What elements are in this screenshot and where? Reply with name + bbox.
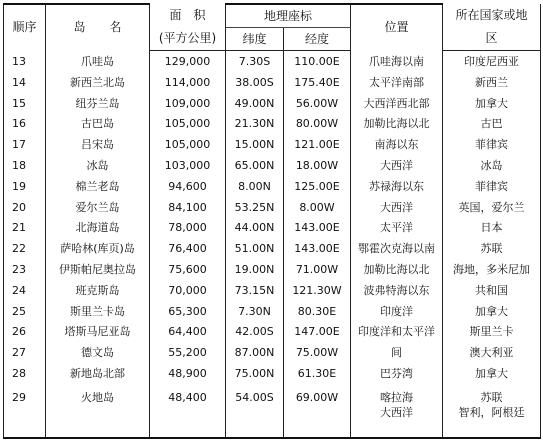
latitude-cell (226, 259, 284, 280)
country-text: 菲律宾 (475, 179, 509, 193)
island-table (3, 3, 541, 439)
row-number-cell (4, 113, 46, 134)
location-text: 苏禄海以东 (369, 179, 425, 193)
table-row (4, 176, 541, 197)
location-cell (351, 321, 443, 342)
country-cell (443, 238, 541, 259)
island-area-cell (150, 217, 226, 238)
island-name-cell (46, 134, 150, 155)
longitude-text: 121.30W (292, 283, 342, 297)
latitude-text: 87.00N (234, 346, 275, 360)
table-row (4, 280, 541, 301)
header-lat: 纬度 (226, 28, 284, 51)
island-name-cell (46, 93, 150, 114)
location-text: 大西洋西北部 (363, 96, 430, 110)
latitude-text: 8.00N (238, 179, 271, 193)
longitude-cell (284, 259, 351, 280)
location-text: 波弗特海以东 (363, 283, 430, 297)
longitude-text: 56.00W (295, 96, 339, 110)
latitude-cell (226, 363, 284, 384)
latitude-text: 54.00S (235, 390, 274, 404)
row-number-cell (4, 93, 46, 114)
longitude-cell (284, 301, 351, 322)
island-area-cell (150, 259, 226, 280)
location-cell (351, 134, 443, 155)
country-text: 共和国 (475, 283, 509, 297)
latitude-text: 65.00N (234, 158, 275, 172)
longitude-text: 110.00E (294, 54, 340, 68)
row-number-text: 28 (12, 366, 26, 380)
location-text: 南海以东 (374, 138, 419, 152)
country-text: 日本 (480, 221, 503, 235)
latitude-cell (226, 51, 284, 72)
island-area-cell (150, 342, 226, 363)
island-area-cell (150, 51, 226, 72)
country-text: 澳大利亚 (469, 346, 514, 360)
island-area-text: 64,400 (168, 325, 207, 339)
row-number-cell (4, 217, 46, 238)
island-name-text: 火地岛 (81, 390, 114, 404)
table-row (4, 384, 541, 438)
location-cell (351, 51, 443, 72)
island-name-cell (46, 280, 150, 301)
latitude-cell (226, 134, 284, 155)
table-row (4, 342, 541, 363)
island-name-cell (46, 176, 150, 197)
latitude-text: 73.15N (234, 283, 275, 297)
country-text-line2: 智利，阿根廷 (458, 405, 525, 419)
location-cell (351, 238, 443, 259)
table-body (4, 51, 541, 439)
row-number-cell (4, 342, 46, 363)
latitude-cell (226, 155, 284, 176)
row-number-cell (4, 238, 46, 259)
country-cell (443, 155, 541, 176)
location-text: 大西洋 (380, 158, 414, 172)
location-cell (351, 363, 443, 384)
country-cell (443, 134, 541, 155)
island-name-text: 斯里兰卡岛 (70, 304, 125, 318)
longitude-text: 61.30E (297, 366, 337, 380)
location-text: 大西洋 (380, 200, 414, 214)
latitude-text: 49.00N (234, 96, 275, 110)
longitude-cell (284, 72, 351, 93)
island-area-cell (150, 280, 226, 301)
island-area-cell (150, 197, 226, 218)
longitude-text: 8.00W (299, 200, 335, 214)
location-cell (351, 259, 443, 280)
row-number-text: 17 (12, 138, 26, 152)
island-name-cell (46, 155, 150, 176)
island-name-cell (46, 259, 150, 280)
island-area-text: 78,000 (168, 221, 207, 235)
row-number-cell (4, 363, 46, 384)
longitude-cell (284, 280, 351, 301)
island-name-text: 新地岛北部 (70, 366, 125, 380)
longitude-text: 18.00W (295, 158, 339, 172)
country-text: 斯里兰卡 (469, 325, 514, 339)
longitude-cell (284, 93, 351, 114)
latitude-text: 7.30S (238, 54, 271, 68)
header-name: 岛 名 (46, 4, 150, 51)
island-name-cell (46, 51, 150, 72)
island-area-text: 103,000 (164, 158, 211, 172)
country-text: 冰岛 (480, 158, 503, 172)
country-text: 古巴 (480, 117, 503, 131)
country-text: 菲律宾 (475, 138, 509, 152)
country-text: 海地，多米尼加 (453, 262, 531, 276)
header-area-line1: 面 积 (150, 4, 226, 28)
country-cell (443, 342, 541, 363)
location-cell (351, 342, 443, 363)
island-area-cell (150, 363, 226, 384)
country-cell (443, 280, 541, 301)
island-area-cell (150, 134, 226, 155)
location-text: 加勒比海以北 (363, 117, 430, 131)
latitude-text: 19.00N (234, 262, 275, 276)
header-lon: 经度 (284, 28, 351, 51)
header-geo: 地理座标 (226, 4, 351, 28)
country-cell (443, 176, 541, 197)
table-row (4, 238, 541, 259)
island-name-cell (46, 342, 150, 363)
island-table-sheet (3, 3, 540, 441)
island-name-text: 新西兰北岛 (70, 75, 125, 89)
header-area-line2: (平方公里) (150, 28, 226, 51)
latitude-text: 51.00N (234, 242, 275, 256)
island-area-text: 94,600 (168, 179, 207, 193)
row-number-text: 22 (12, 242, 26, 256)
country-cell (443, 51, 541, 72)
row-number-cell (4, 197, 46, 218)
island-name-text: 德文岛 (81, 346, 114, 360)
row-number-text: 29 (12, 390, 26, 404)
longitude-cell (284, 321, 351, 342)
row-number-text: 21 (12, 221, 26, 235)
location-cell (351, 384, 443, 438)
country-text: 新西兰 (475, 75, 509, 89)
island-area-text: 109,000 (164, 96, 211, 110)
latitude-text: 75.00N (234, 366, 275, 380)
country-cell (443, 113, 541, 134)
island-area-cell (150, 176, 226, 197)
longitude-text: 75.00W (295, 346, 339, 360)
island-area-text: 114,000 (164, 75, 211, 89)
country-cell (443, 259, 541, 280)
row-number-text: 13 (12, 54, 26, 68)
row-number-text: 16 (12, 117, 26, 131)
country-cell (443, 93, 541, 114)
island-name-text: 古巴岛 (81, 117, 114, 131)
row-number-text: 15 (12, 96, 26, 110)
latitude-text: 53.25N (234, 200, 275, 214)
table-row (4, 134, 541, 155)
longitude-text: 125.00E (294, 179, 340, 193)
table-row (4, 301, 541, 322)
island-area-cell (150, 238, 226, 259)
country-cell (443, 217, 541, 238)
longitude-cell (284, 51, 351, 72)
country-text: 印度尼西亚 (464, 54, 520, 68)
row-number-cell (4, 259, 46, 280)
table-row (4, 363, 541, 384)
island-area-text: 129,000 (164, 54, 211, 68)
row-number-text: 27 (12, 346, 26, 360)
row-number-cell (4, 72, 46, 93)
country-cell (443, 363, 541, 384)
island-area-text: 75,600 (168, 262, 207, 276)
island-name-cell (46, 321, 150, 342)
latitude-cell (226, 176, 284, 197)
country-text: 英国，爱尔兰 (458, 200, 525, 214)
location-text: 印度洋和太平洋 (358, 325, 436, 339)
island-area-text: 55,200 (168, 346, 207, 360)
island-area-cell (150, 155, 226, 176)
table-row (4, 197, 541, 218)
table-row (4, 155, 541, 176)
latitude-cell (226, 217, 284, 238)
location-cell (351, 301, 443, 322)
header-no: 顺序 (4, 4, 46, 51)
header-country-line1: 所在国家或地 (443, 4, 541, 28)
island-name-text: 纽芬兰岛 (75, 96, 120, 110)
island-area-cell (150, 301, 226, 322)
location-text: 太平洋 (380, 221, 414, 235)
island-area-cell (150, 93, 226, 114)
country-cell (443, 72, 541, 93)
row-number-cell (4, 384, 46, 438)
island-name-cell (46, 197, 150, 218)
longitude-cell (284, 238, 351, 259)
location-cell (351, 93, 443, 114)
latitude-cell (226, 321, 284, 342)
longitude-text: 175.40E (294, 75, 340, 89)
island-area-text: 105,000 (164, 138, 211, 152)
location-cell (351, 217, 443, 238)
country-cell (443, 321, 541, 342)
island-area-text: 65,300 (168, 304, 207, 318)
island-name-text: 棉兰老岛 (75, 179, 120, 193)
island-name-text: 吕宋岛 (81, 138, 114, 152)
country-cell (443, 197, 541, 218)
table-row (4, 51, 541, 72)
island-name-text: 萨哈林(库页)岛 (60, 242, 135, 256)
island-name-cell (46, 113, 150, 134)
longitude-text: 121.00E (294, 138, 340, 152)
row-number-text: 18 (12, 158, 26, 172)
table-row (4, 93, 541, 114)
location-text: 印度洋 (380, 304, 414, 318)
longitude-text: 71.00W (295, 262, 339, 276)
country-cell (443, 301, 541, 322)
latitude-text: 15.00N (234, 138, 275, 152)
island-name-text: 爱尔兰岛 (75, 200, 120, 214)
row-number-text: 24 (12, 283, 26, 297)
location-text: 喀拉海 (380, 390, 414, 404)
location-cell (351, 113, 443, 134)
latitude-cell (226, 301, 284, 322)
longitude-text: 147.00E (294, 325, 340, 339)
latitude-text: 21.30N (234, 117, 275, 131)
latitude-text: 7.30N (238, 304, 271, 318)
latitude-text: 38.00S (235, 75, 274, 89)
island-name-text: 塔斯马尼亚岛 (64, 325, 131, 339)
longitude-cell (284, 363, 351, 384)
row-number-text: 14 (12, 75, 26, 89)
row-number-text: 23 (12, 262, 26, 276)
country-text: 苏联 (480, 390, 503, 404)
header-position: 位置 (351, 4, 443, 51)
longitude-text: 143.00E (294, 221, 340, 235)
longitude-text: 69.00W (295, 390, 339, 404)
latitude-cell (226, 93, 284, 114)
latitude-cell (226, 72, 284, 93)
island-name-cell (46, 72, 150, 93)
row-number-text: 26 (12, 325, 26, 339)
longitude-cell (284, 134, 351, 155)
row-number-cell (4, 280, 46, 301)
location-cell (351, 280, 443, 301)
longitude-cell (284, 217, 351, 238)
country-cell (443, 384, 541, 438)
island-area-cell (150, 113, 226, 134)
island-name-cell (46, 363, 150, 384)
latitude-text: 42.00S (235, 325, 274, 339)
longitude-cell (284, 197, 351, 218)
island-area-text: 84,100 (168, 200, 207, 214)
island-name-text: 冰岛 (86, 158, 109, 172)
longitude-text: 80.30E (297, 304, 337, 318)
country-text: 加拿大 (475, 366, 509, 380)
location-text: 巴芬湾 (380, 366, 414, 380)
table-row (4, 72, 541, 93)
location-text-line2: 大西洋 (380, 405, 414, 419)
longitude-text: 143.00E (294, 242, 340, 256)
location-text: 间 (391, 346, 403, 360)
row-number-cell (4, 51, 46, 72)
latitude-cell (226, 113, 284, 134)
island-area-cell (150, 72, 226, 93)
latitude-cell (226, 238, 284, 259)
location-text: 爪哇海以南 (369, 54, 425, 68)
island-name-text: 北海道岛 (75, 221, 120, 235)
location-cell (351, 155, 443, 176)
latitude-cell (226, 197, 284, 218)
longitude-cell (284, 342, 351, 363)
row-number-cell (4, 301, 46, 322)
longitude-text: 80.00W (295, 117, 339, 131)
country-text: 加拿大 (475, 304, 509, 318)
table-row (4, 217, 541, 238)
row-number-text: 19 (12, 179, 26, 193)
island-name-cell (46, 217, 150, 238)
row-number-text: 20 (12, 200, 26, 214)
island-area-text: 48,400 (168, 390, 207, 404)
location-text: 鄂霍次克海以南 (358, 242, 436, 256)
table-row (4, 259, 541, 280)
island-area-text: 76,400 (168, 242, 207, 256)
row-number-cell (4, 321, 46, 342)
island-name-cell (46, 384, 150, 438)
island-name-text: 爪哇岛 (81, 54, 114, 68)
latitude-cell (226, 342, 284, 363)
row-number-cell (4, 134, 46, 155)
longitude-cell (284, 176, 351, 197)
row-number-cell (4, 176, 46, 197)
island-area-cell (150, 321, 226, 342)
row-number-text: 25 (12, 304, 26, 318)
latitude-text: 44.00N (234, 221, 275, 235)
country-text: 苏联 (480, 242, 503, 256)
island-area-text: 48,900 (168, 366, 207, 380)
latitude-cell (226, 384, 284, 438)
country-text: 加拿大 (475, 96, 509, 110)
longitude-cell (284, 113, 351, 134)
table-row (4, 113, 541, 134)
location-cell (351, 197, 443, 218)
location-text: 太平洋南部 (369, 75, 425, 89)
island-area-cell (150, 384, 226, 438)
longitude-cell (284, 155, 351, 176)
island-name-cell (46, 238, 150, 259)
island-name-cell (46, 301, 150, 322)
latitude-cell (226, 280, 284, 301)
header-country-line2: 区 (443, 28, 541, 51)
location-cell (351, 176, 443, 197)
location-text: 加勒比海以北 (363, 262, 430, 276)
row-number-cell (4, 155, 46, 176)
table-row (4, 321, 541, 342)
longitude-cell (284, 384, 351, 438)
island-name-text: 伊斯帕尼奥拉岛 (59, 262, 136, 276)
island-area-text: 105,000 (164, 117, 211, 131)
island-name-text: 班克斯岛 (75, 283, 120, 297)
location-cell (351, 72, 443, 93)
island-area-text: 70,000 (168, 283, 207, 297)
table-header (4, 4, 541, 51)
